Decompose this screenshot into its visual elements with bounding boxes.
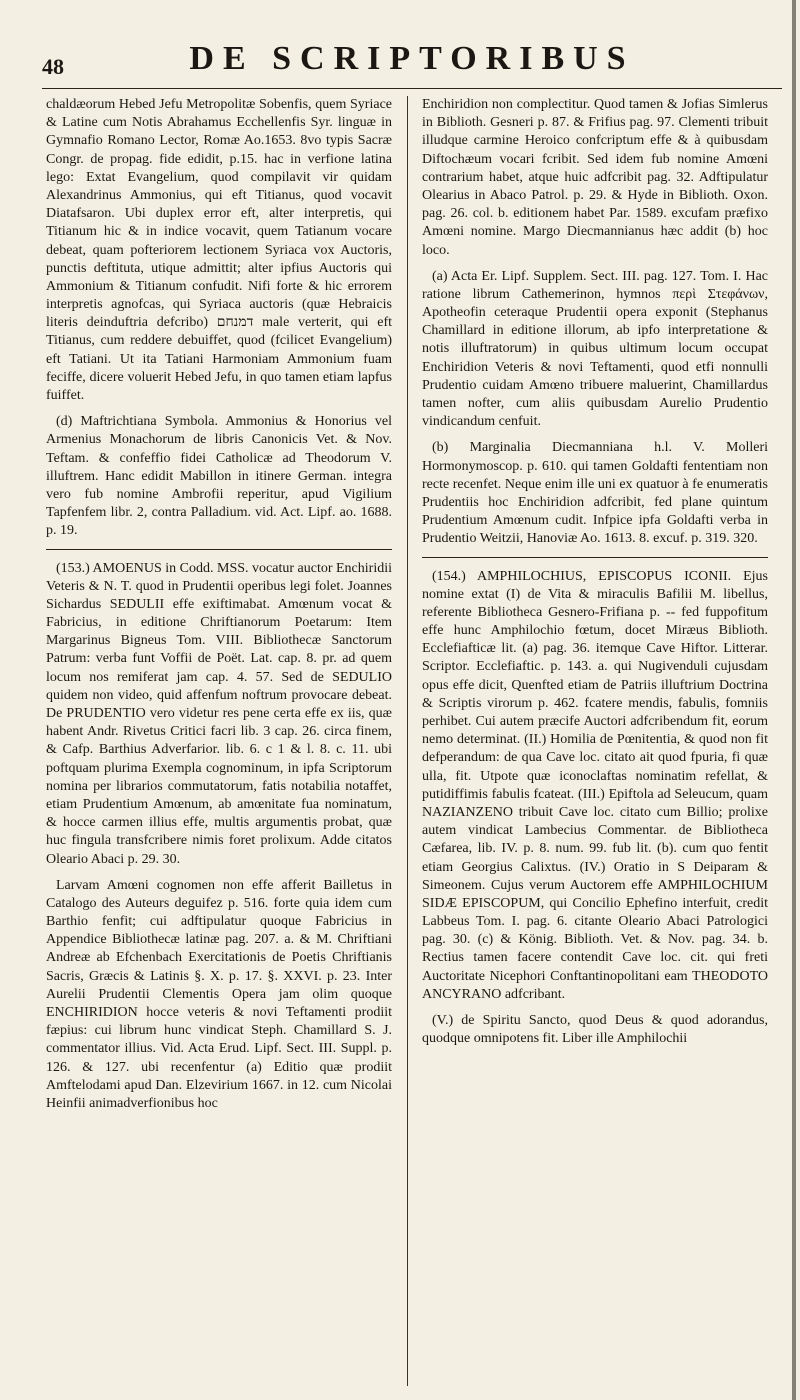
section-154: (154.) AMPHILOCHIUS, EPISCOPUS ICONII. Ejus nomine extat (I) de Vita & miraculis Bafilii M. libellus, referente Bibliotheca Gesnero-Frifiana p. -- fed fuppofitum effe hunc Amphilochio fœtum, docet Miræus Biblioth. Ecclefiafticæ lit. (a) pag. 36. itemque Cave Hiftor. Litterar. Scriptor. Ecclefiaftic. p. 143. a. qui Nugivenduli cujusdam opus effe dicit, Quenfted etiam de Patriis illuftrium Doctrina & Scriptis virorum p. 462. fcatere mendis, fabulis, fomniis perhibet. Cui autem præcife Auctori adfcribendum fit, eorum nemo determinat. (II.) Homilia de Pœnitentia, & quod non fit defperandum: de qua Cave loc. citato ait quod fpuria, fi quæ ulla, fit. Utpote quæ iconoclaftas nominatim refellat, & putidiffimis fabulis fcateat. (III.) Epiftola ad Seleucum, quam NAZIANZENO tribuit Cave loc. citato cum Billio; prolixe autem vindicat Lambecius Commentar. de Bibliotheca Cæfarea, lib. IV. p. 8. num. 99. fub lit. (b). cum quo fentit etiam Georgius Calixtus. (IV.) Oratio in S Deiparam & Simeonem. Cujus verum Auctorem effe AMPHILOCHIUM SIDÆ EPISCOPUM, qui Concilio Ephefino interfuit, credit Labbeus Tom. I. pag. 6. citante Oleario Abaci Patrologici pag. 30. (c) & König. Biblioth. Vet. & Nov. pag. 34. b. Rectius tamen facere contendit Cave loc. cit. qui freti Auctoritate Nicephori Conftantinopolitani eam THEODOTO ANCYRANO adfcribant. bbox=[422, 568, 768, 1002]
running-title: DE SCRIPTORIBUS bbox=[189, 40, 635, 77]
section-divider bbox=[422, 557, 768, 558]
column-divider bbox=[407, 96, 408, 1386]
footnote-b: (b) Marginalia Diecmanniana h.l. V. Molleri Hormonymoscop. p. 610. qui tamen Goldafti fententiam non recte recenfet. Neque enim ille uni ex quatuor à fe enumeratis Prudentiis hoc Enchiridion adfcribit, fed plane quintum Prudentium Amœnum cudit. Infpice ipfa Goldafti verba in Prudentio Weitzii, Hanoviæ Ao. 1613. 8. excuf. p. 319. 320. bbox=[422, 440, 768, 547]
page-edge-shadow bbox=[792, 0, 796, 1400]
section-divider bbox=[46, 549, 392, 550]
footnote-d: (d) Maftrichtiana Symbola. Ammonius & Honorius vel Armenius Monachorum de libris Canonicis Vet. & Nov. Teftam. & confeffio fidei Catholicæ ad Theodorum V. illuftrem. Hanc edidit Mabillon in itinere German. integra vero fub nomine Ambrofii reperitur, apud Vigilium Tapfenfem libr. 2, contra Palladium. vid. Act. Lipf. ao. 1688. p. 19. bbox=[46, 414, 392, 539]
page-header bbox=[42, 40, 782, 84]
section-154-continued: (V.) de Spiritu Sancto, quod Deus & quod adorandus, quodque omnipotens fit. Liber ille Amphilochii bbox=[422, 1013, 768, 1047]
paragraph: chaldæorum Hebed Jefu Metropolitæ Sobenfis, quem Syriace & Latine cum Notis Abrahamus Ecchellenfis Syr. linguæ in Gymnafio Romano Lector, Romæ Ao.1653. 8vo typis Sacræ Congr. de propag. fide edidit, p.15. hac in verfione latina lego: Extat Evangelium, quod compilavit vir quidam Alexandrinus Ammonius, qui eft Titianus, quod vocavit Diatafsaron. Ubi duplex error eft, alter interpretis, qui Titianum hic & in indice vocavit, quem Tatianum vocare debeat, quam pofteriorem lectionem Syriaca vox Auctoris, punctis deftituta, utique admittit; alter ipfius Auctoris qui Ammonium & Titianum confudit. Nifi forte & hic errorem interpretis agnofcas, qui Syriaca auctoris (quæ Hebraicis literis deinduftria defcribo) דמנחם male verterit, qui eft Titianus, cum reddere debuiffet, quod (fcilicet Evangelium) eft Tatiani. Ut ita Tatiani Harmoniam Ammonium fuam feciffe, dicere voluerit Hebed Jefu, in quo tamen etiam lapfus fuiffet. bbox=[46, 97, 392, 403]
section-153-continued: Larvam Amœni cognomen non effe afferit Bailletus in Catalogo des Auteurs deguifez p. 516. forte quia idem cum Barthio fenfit; cui adftipulatur quoque Fabricius in Appendice Bibliothecæ latinæ pag. 207. a. & M. Chriftiani Andreæ ab Efchenbach Exercitationis de Poetis Chriftianis Sacris, Græcis & Latinis §. X. p. 17. §. XXVI. p. 23. Inter Aurelii Prudentii Clementis Opera jam olim quoque ENCHIRIDION hocce veteris & novi Teftamenti prodiit fæpius: cui librum hunc vindicat Steph. Chamillard S. J. commentator illius. Vid. Acta Erud. Lipf. Sect. III. Suppl. p. 126. & 127. ubi recenfentur (a) Editio quæ prodiit Amftelodami apud Dan. Elzevirium 1667. in 12. cum Nicolai Heinfii animadverfionibus hoc bbox=[46, 877, 392, 1111]
right-column bbox=[422, 96, 768, 1386]
left-column bbox=[46, 96, 392, 1386]
page-number: 48 bbox=[42, 54, 64, 79]
section-153: (153.) AMOENUS in Codd. MSS. vocatur auctor Enchiridii Veteris & N. T. quod in Prudentii operibus legi folet. Joannes Sichardus SEDULII effe exiftimabat. Amœnum vocat & Fabricius, in editione Chriftianorum Poetarum: Item Margarinus Bigneus Tom. VIII. Bibliothecæ Sanctorum Patrum: verba funt Voffii de Poët. Lat. cap. 8. pr. ad quem locum nos remiferat jam cap. 4. 57. Sed de SEDULIO quidem non video, quid affenfum noftrum provocare debeat. De PRUDENTIO vero videtur res pene certa effe ex iis, quæ habent Andr. Rivetus Critici facri lib. 3 cap. 26. circa finem, & Cafp. Barthius Adverfarior. lib. 6. c 1 & l. 8. c. 11. ubi poftquam plurima Exempla cognominum, in ipfa Scriptorum nomina per librarios commutatorum, fatis notabilia notaffet, etiam Prudentium Amœnum, ab amœnitate fua nominatum, & hocce carmen illius effe, multis argumentis probat, quæ huc fingula transfcribere nimis foret prolixum. Adde citatos Oleario Abaci p. 29. 30. bbox=[46, 560, 392, 867]
paragraph: Enchiridion non complectitur. Quod tamen & Jofias Simlerus in Biblioth. Gesneri p. 87. & Frifius pag. 97. Clementi tribuit illudque carmine Heroico confcriptum effe & à quibusdam Diftochæum vocari fcribit. Sed idem fub nomine Amœni contrarium habet, atque huic adfcribit pag. 32. Adftipulatur Olearius in Abaco Patrol. p. 29. & Hyde in Biblioth. Oxon. pag. 26. col. b. editionem habet Par. 1589. excufam præfixo Amœni nomine. Margo Diecmannianus hæc addit (b) hoc loco. bbox=[422, 97, 768, 258]
header-rule bbox=[42, 88, 782, 89]
footnote-a: (a) Acta Er. Lipf. Supplem. Sect. III. pag. 127. Tom. I. Hac ratione librum Cathemerinon, hymnos περὶ Στεφάνων, Apotheofin ceteraque Prudentii opera exponit (Stephanus Chamillard in editione illorum, ab ipfo interpretatione & notis illuftratorum) in quibus ultimum locum occupat Enchiridion Veteris & novi Teftamenti, quod etfi nonnulli Prudentio cuidam Amœno tribuere maluerint, Chamillardus tamen nofter, cum aliis quibusdam Aurelio Prudentio vindicandum cenfuit. bbox=[422, 268, 768, 430]
